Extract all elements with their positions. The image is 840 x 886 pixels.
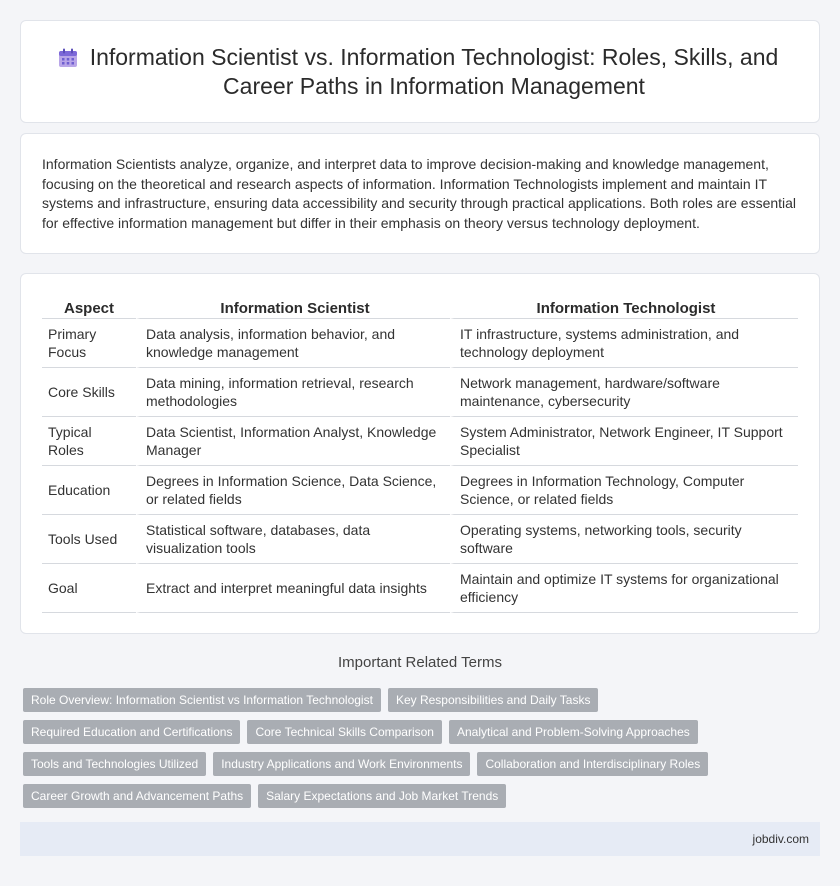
comparison-table: [42, 295, 798, 613]
header-information-technologist: Information Technologist: [450, 295, 798, 319]
scientist-cell: Data analysis, information behavior, and knowledge management: [136, 319, 450, 368]
aspect-cell: Typical Roles: [42, 417, 136, 466]
related-term-tag[interactable]: Tools and Technologies Utilized: [23, 752, 206, 776]
related-term-tag[interactable]: Required Education and Certifications: [23, 720, 240, 744]
table-row: [42, 368, 798, 417]
related-term-tag[interactable]: Collaboration and Interdisciplinary Roles: [477, 752, 708, 776]
related-terms-title: Important Related Terms: [338, 654, 502, 671]
table-header-row: [42, 295, 798, 319]
scientist-cell: Statistical software, databases, data visualization tools: [136, 515, 450, 564]
footer: [20, 822, 820, 856]
aspect-cell: Goal: [42, 564, 136, 613]
related-term-tag[interactable]: Key Responsibilities and Daily Tasks: [388, 688, 599, 712]
table-row: [42, 564, 798, 613]
related-term-tag[interactable]: Salary Expectations and Job Market Trends: [258, 784, 506, 808]
aspect-cell: Core Skills: [42, 368, 136, 417]
technologist-cell: System Administrator, Network Engineer, IT Support Specialist: [450, 417, 798, 466]
aspect-cell: Primary Focus: [42, 319, 136, 368]
header-card: [20, 20, 820, 123]
related-term-tag[interactable]: Core Technical Skills Comparison: [247, 720, 442, 744]
aspect-cell: Tools Used: [42, 515, 136, 564]
technologist-cell: IT infrastructure, systems administration, and technology deployment: [450, 319, 798, 368]
intro-card: [20, 133, 820, 254]
scientist-cell: Data Scientist, Information Analyst, Knowledge Manager: [136, 417, 450, 466]
related-term-tag[interactable]: Career Growth and Advancement Paths: [23, 784, 251, 808]
technologist-cell: Operating systems, networking tools, security software: [450, 515, 798, 564]
table-row: [42, 515, 798, 564]
scientist-cell: Extract and interpret meaningful data insights: [136, 564, 450, 613]
aspect-cell: Education: [42, 466, 136, 515]
scientist-cell: Degrees in Information Science, Data Science, or related fields: [136, 466, 450, 515]
tag-row: [23, 784, 823, 808]
footer-site-link[interactable]: jobdiv.com: [752, 832, 809, 846]
technologist-cell: Degrees in Information Technology, Computer Science, or related fields: [450, 466, 798, 515]
calendar-icon: [56, 46, 80, 70]
technologist-cell: Network management, hardware/software maintenance, cybersecurity: [450, 368, 798, 417]
table-row: [42, 466, 798, 515]
tag-row: [23, 720, 823, 744]
tag-row: [23, 752, 823, 776]
related-term-tag[interactable]: Role Overview: Information Scientist vs Information Technologist: [23, 688, 381, 712]
table-row: [42, 417, 798, 466]
page-title: Information Scientist vs. Information Technologist: Roles, Skills, and Career Paths in Information Management: [89, 43, 779, 99]
comparison-table-card: [20, 273, 820, 634]
intro-text: Information Scientists analyze, organize, and interpret data to improve decision-making and knowledge management, focusing on the theoretical and research aspects of information. Information Technologists implement and maintain IT systems and infrastructure, ensuring data accessibility and security through practical applications. Both roles are essential for effective information management but differ in their emphasis on theory versus technology deployment.: [42, 156, 797, 231]
table-row: [42, 319, 798, 368]
header-information-scientist: Information Scientist: [136, 295, 450, 319]
tag-row: [23, 688, 823, 712]
related-term-tag[interactable]: Analytical and Problem-Solving Approaches: [449, 720, 698, 744]
related-term-tag[interactable]: Industry Applications and Work Environments: [213, 752, 470, 776]
scientist-cell: Data mining, information retrieval, research methodologies: [136, 368, 450, 417]
header-aspect: Aspect: [42, 295, 136, 319]
related-terms-tags: [23, 688, 823, 816]
technologist-cell: Maintain and optimize IT systems for organizational efficiency: [450, 564, 798, 613]
